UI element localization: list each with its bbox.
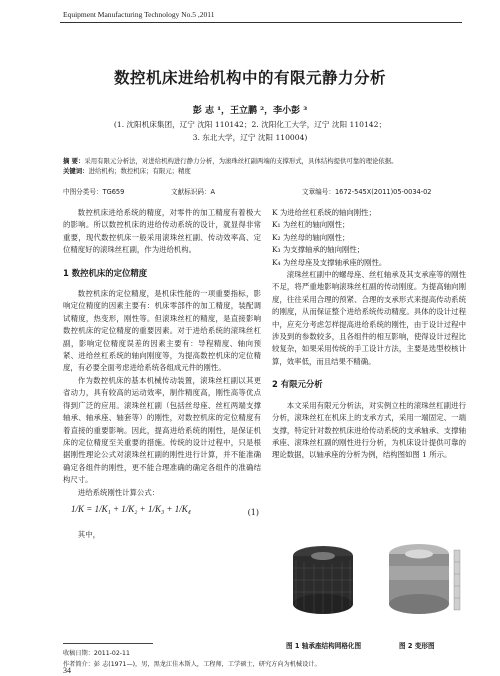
paper-authors: 彭 志 ¹，王立鹏 ²，李小彭 ³	[192, 106, 308, 116]
right-column	[272, 207, 466, 462]
section-2-heading: 2 有限元分析	[272, 379, 323, 390]
page-number: 34	[63, 666, 71, 675]
equation-1	[63, 499, 261, 529]
abstract-block	[63, 156, 460, 176]
symbol-def-k: K 为进给丝杠系统的轴向刚性；	[272, 208, 376, 217]
intro-paragraph: 数控机床进给系统的精度，对零件的加工精度有着极大的影响。所以数控机床的进给传动系统的设计，就显得非常重要，现代数控机床一般采用滚珠丝杠副、传动效率高、定位精度好的滚珠丝杠副，作为进给机构。	[63, 208, 261, 255]
clc-number: 中图分类号：TG659	[63, 188, 125, 196]
abstract	[63, 156, 460, 166]
paragraph-5: 本文采用有限元分析法，对实例立柱的滚珠丝杠副进行分析，滚珠丝杠在机床上的支承方式，采用一端固定、一端支撑，特定针对数控机床进给传动系统的支承轴承、支撑轴承座、滚珠丝杠副的刚性进行分析，为机床设计提供可靠的理论数据，以轴承座的分析为例，结构图如图 1 所示。	[272, 400, 466, 460]
symbol-def-k1: K₁ 为丝杠的轴向刚性；	[272, 220, 350, 230]
stiffness-formula: 1/K = 1/K₁ + 1/K₂ + 1/K₃ + 1/K₄	[71, 503, 191, 514]
received-date: 收稿日期：2011-02-11	[63, 650, 130, 657]
affiliation-line-2: 3. 东北大学，辽宁 沈阳 110004)	[192, 133, 308, 142]
figure-row	[272, 536, 466, 636]
symbol-def-k2: K₂ 为丝母的轴向刚性；	[272, 232, 350, 242]
keywords-text: 进给机构；数控机床；有限元；精度	[88, 167, 191, 175]
section-1-heading: 1 数控机床的定位精度	[63, 267, 148, 278]
symbol-def-k3: K₃ 为支撑轴承的轴向刚性；	[272, 245, 365, 255]
left-column	[63, 207, 261, 541]
affiliation-line-1: (1. 沈阳机床集团，辽宁 沈阳 110142；2. 沈阳化工大学，辽宁 沈阳 110142；	[113, 120, 387, 129]
article-number: 文章编号：1672-545X(2011)05-0034-02	[302, 188, 432, 196]
keywords-label: 关键词：	[63, 167, 89, 175]
bearing-housing-mesh-figure	[282, 536, 364, 628]
author-bio: 作者简介：彭 志(1971—)，男，黑龙江佳木斯人，工程师，工学硕士，研究方向为机械设计。	[63, 661, 321, 668]
equation-number: (1)	[247, 507, 259, 517]
paper-title: 数控机床进给机构中的有限元静力分析	[113, 69, 386, 87]
figure-2-caption: 图 2 变形图	[399, 642, 435, 650]
paragraph-4: 滚珠丝杠副中的螺母座、丝杠轴承及其支承座等的刚性不足，将严重地影响滚珠丝杠副的传动刚度。为提高轴向刚度，往往采用合理的预紧、合理的支承形式来提高传动系统的刚度，从而保证整个进给系统传动精度。具体的设计过程中，应充分考虑怎样提高进给系统的刚性，由于设计过程中涉及到的参数较多，且各组件的相互影响，使得设计过程比较复杂，如果采用传统的手工设计方法，主要是选型校核计算，效率低，而且结果不精确。	[272, 270, 466, 366]
where-clause: 其中，	[77, 529, 100, 539]
header-rule	[60, 22, 462, 23]
journal-header: Equipment Manufacturing Technology No.5 ,2011	[63, 10, 215, 19]
figure-1-caption: 图 1 轴承座结构网格化图	[286, 642, 362, 650]
document-code: 文献标识码：A	[171, 188, 216, 196]
abstract-text: 采用有限元分析法，对进给机构进行静力分析，为滚珠丝杠副两端的支撑形式，具体结构提供可靠的理论依据。	[84, 157, 398, 165]
abstract-label: 摘 要：	[63, 157, 85, 165]
keywords	[63, 166, 460, 176]
paragraph-2: 作为数控机床的基本机械传动装置，滚珠丝杠副以其更省动力，具有较高的运动效率，制作精度高，刚性高等优点得到广泛的应用。滚珠丝杠副（包括丝母座、丝杠两端支撑轴承、轴承座、轴套等）的刚性，对数控机床的定位精度有着直接的重要影响。因此，提高进给系统的刚性，是保证机床的定位精度至关重要的措施。传统的设计过程中，只是根据刚性理论公式对滚珠丝杠副的刚性进行计算，并不能准确确定各组件的刚性，更不能合理准确的确定各组件的准确结构尺寸。	[63, 375, 261, 485]
symbol-def-k4: K₄ 为丝母座及支撑轴承座的刚性。	[272, 257, 387, 267]
paragraph-3: 进给系统刚性计算公式：	[77, 487, 160, 497]
paragraph-1: 数控机床的定位精度，是机床性能的一项重要指标，影响定位精度的因素主要有：机床零部件的加工精度，装配调试精度，热变形，刚性等。但滚珠丝杠的精度，是直接影响数控机床的定位精度的重要因素。对于进给系统的滚珠丝杠副，影响定位精度误差的因素主要有：导程精度、轴向预紧、进给丝杠系统的轴向刚度等，为提高数控机床的定位精度，有必要全面考虑进给系统各组成元件的刚性。	[63, 289, 261, 373]
footnote-rule	[63, 643, 153, 644]
deformation-figure	[372, 536, 466, 628]
